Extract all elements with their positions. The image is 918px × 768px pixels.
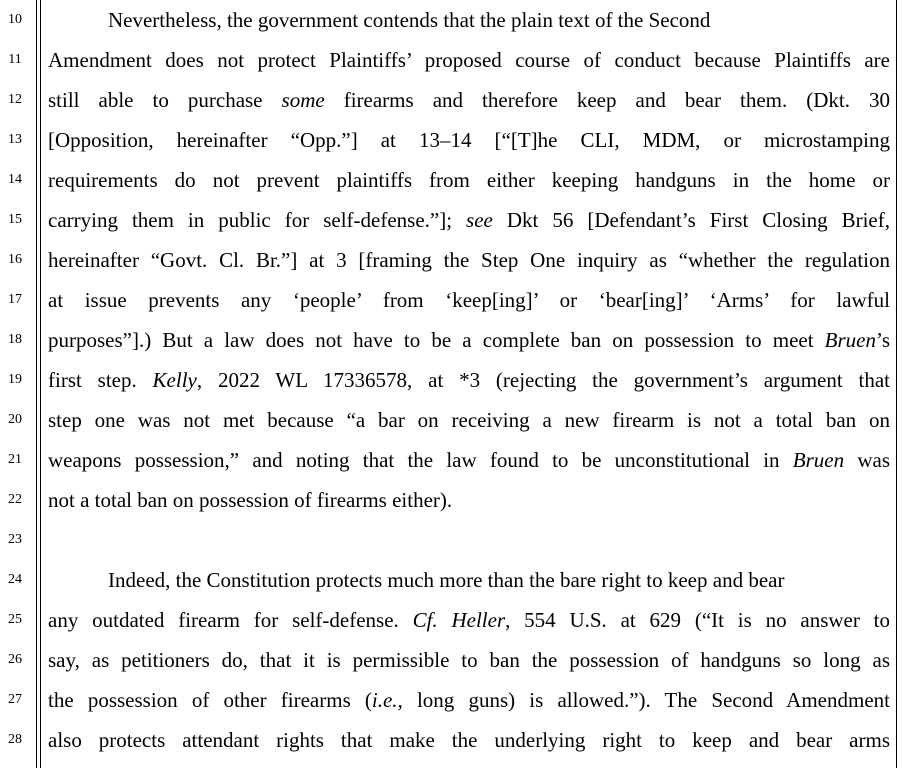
- text-line: [48, 280, 890, 320]
- text-line: [48, 600, 890, 640]
- text-run: also protects attendant rights that make the underlying right to keep and bear arms: [48, 728, 890, 752]
- line-number: 13: [8, 132, 22, 147]
- italic-text: Bruen: [824, 328, 876, 352]
- text-run: still able to purchase: [48, 88, 282, 112]
- line-number: 10: [8, 12, 22, 27]
- text-line: [48, 80, 890, 120]
- line-number: 28: [8, 732, 22, 747]
- line-number: 15: [8, 212, 22, 227]
- text-line: [48, 400, 890, 440]
- text-run: at issue prevents any ‘people’ from ‘keep[ing]’ or ‘bear[ing]’ ‘Arms’ for lawful: [48, 288, 890, 312]
- line-number: 18: [8, 332, 22, 347]
- text-run: Nevertheless, the government contends that the plain text of the Second: [108, 8, 711, 32]
- text-line: [48, 160, 890, 200]
- line-number: 19: [8, 372, 22, 387]
- line-number: 27: [8, 692, 22, 707]
- line-number: 11: [8, 52, 22, 67]
- line-number: 22: [8, 492, 22, 507]
- text-line: [48, 40, 890, 80]
- text-run: ’s: [875, 328, 890, 352]
- line-number: 23: [8, 532, 22, 547]
- text-run: [Opposition, hereinafter “Opp.”] at 13–14 [“[T]he CLI, MDM, or microstamping: [48, 128, 890, 152]
- text-run: Dkt 56 [Defendant’s First Closing Brief,: [492, 208, 890, 232]
- text-run: long guns) is allowed.”). The Second Amendment: [402, 688, 890, 712]
- italic-text: Cf. Heller: [412, 608, 506, 632]
- text-run: first step.: [48, 368, 153, 392]
- text-line: [48, 680, 890, 720]
- text-line: [48, 440, 890, 480]
- text-run: not a total ban on possession of firearms either).: [48, 488, 453, 512]
- line-number: 20: [8, 412, 22, 427]
- text-line: [48, 560, 890, 600]
- text-run: weapons possession,” and noting that the law found to be unconstitutional in: [48, 448, 793, 472]
- line-number: 21: [8, 452, 22, 467]
- left-margin-rule-inner: [40, 0, 41, 768]
- text-run: , 2022 WL 17336578, at *3 (rejecting the government’s argument that: [196, 368, 891, 392]
- text-run: Amendment does not protect Plaintiffs’ proposed course of conduct because Plaintiffs are: [48, 48, 890, 72]
- italic-text: Bruen: [792, 448, 845, 472]
- text-run: , 554 U.S. at 629 (“It is no answer to: [505, 608, 890, 632]
- text-line: [48, 360, 890, 400]
- text-line: [48, 200, 890, 240]
- text-line: [48, 0, 890, 40]
- line-number: 25: [8, 612, 22, 627]
- right-margin-rule: [896, 0, 897, 768]
- line-number: 17: [8, 292, 22, 307]
- italic-text: see: [466, 208, 493, 232]
- text-run: carrying them in public for self-defense.”];: [48, 208, 467, 232]
- text-run: purposes”].) But a law does not have to be a complete ban on possession to meet: [48, 328, 825, 352]
- italic-text: Kelly: [152, 368, 197, 392]
- text-line: [48, 720, 890, 760]
- line-number: 14: [8, 172, 22, 187]
- line-number: 16: [8, 252, 22, 267]
- text-run: Indeed, the Constitution protects much more than the bare right to keep and bear: [108, 568, 785, 592]
- italic-text: i.e.,: [371, 688, 403, 712]
- text-line: [48, 120, 890, 160]
- text-run: was: [844, 448, 890, 472]
- text-run: requirements do not prevent plaintiffs from either keeping handguns in the home or: [48, 168, 890, 192]
- text-run: firearms and therefore keep and bear them. (Dkt. 30: [324, 88, 891, 112]
- text-run: step one was not met because “a bar on receiving a new firearm is not a total ban on: [48, 408, 890, 432]
- text-line: [48, 320, 890, 360]
- line-number: 12: [8, 92, 22, 107]
- line-number: 26: [8, 652, 22, 667]
- line-number: 24: [8, 572, 22, 587]
- text-run: hereinafter “Govt. Cl. Br.”] at 3 [framing the Step One inquiry as “whether the regulation: [48, 248, 890, 272]
- left-margin-rule: [36, 0, 37, 768]
- text-line: [48, 240, 890, 280]
- text-line: [48, 480, 890, 520]
- italic-text: some: [281, 88, 325, 112]
- text-run: any outdated firearm for self-defense.: [48, 608, 413, 632]
- text-run: the possession of other firearms (: [48, 688, 372, 712]
- text-line: [48, 640, 890, 680]
- text-run: say, as petitioners do, that it is permissible to ban the possession of handguns so long as: [48, 648, 890, 672]
